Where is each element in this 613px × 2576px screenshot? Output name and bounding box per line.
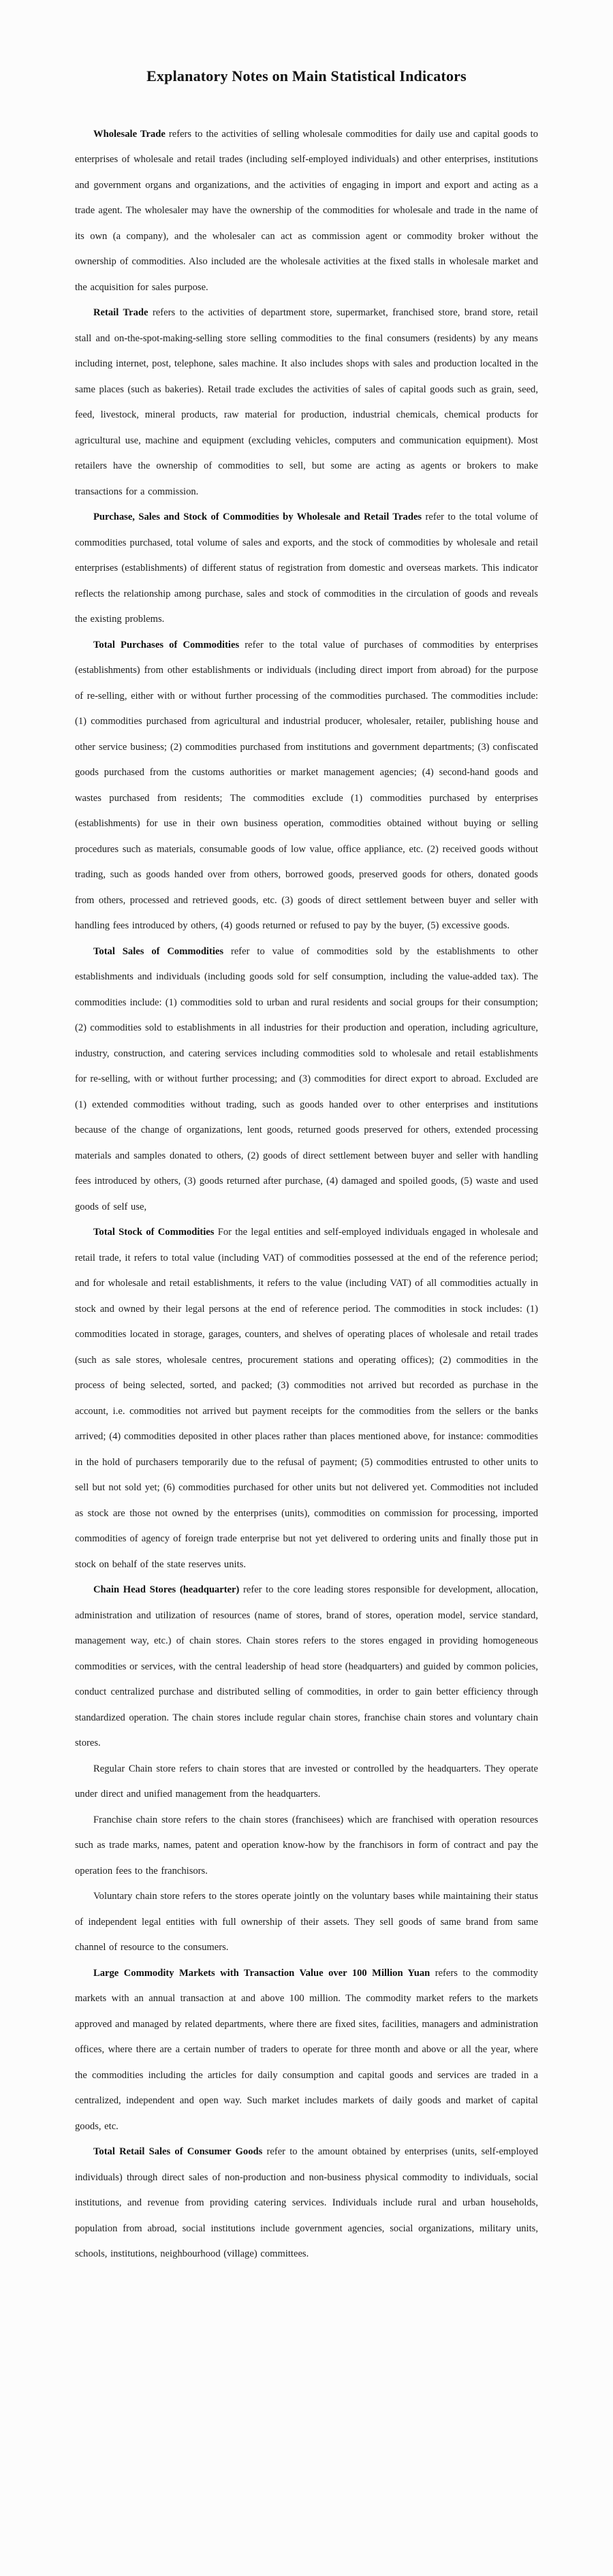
paragraph [75, 1757, 538, 1808]
paragraph [75, 1884, 538, 1961]
indicator-term: Retail Trade [93, 307, 148, 319]
paragraph [75, 1961, 538, 2140]
paragraph [75, 1220, 538, 1577]
paragraph-text: Franchise chain store refers to the chain stores (franchisees) which are franchised with operation resources such as trade marks, names, patent and operation know-how by the franchisors in form of contract and pay the operation fees to the franchisors. [75, 1814, 538, 1876]
paragraph-text: Voluntary chain store refers to the stores operate jointly on the voluntary bases while maintaining their status of independent legal entities with full ownership of their assets. They sell goods of same brand from same channel of resource to the consumers. [75, 1891, 538, 1953]
paragraph [75, 633, 538, 939]
document-page [75, 0, 538, 2267]
paragraph [75, 1577, 538, 1757]
paragraph [75, 1808, 538, 1885]
paragraph-text: Regular Chain store refers to chain stores that are invested or controlled by the headquarters. They operate under direct and unified management from the headquarters. [75, 1763, 538, 1800]
indicator-term: Large Commodity Markets with Transaction Value over 100 Million Yuan [93, 1967, 430, 1979]
indicator-term: Wholesale Trade [93, 128, 166, 140]
paragraph [75, 2139, 538, 2267]
page-title: Explanatory Notes on Main Statistical Indicators [146, 67, 467, 84]
paragraph-text: refers to the activities of department store, supermarket, franchised store, brand store, retail stall and on-the-spot-making-selling store selling commodities to the final consumers (residents) by any means including internet, post, telephone, sales machine. It also includes shops with sales and production localted in the same places (such as bakeries). Retail trade excludes the activities of sales of capital goods such as grain, seed, feed, livestock, mineral products, raw material for production, industrial chemicals, chemical products for agricultural use, machine and equipment (excluding vehicles, computers and communication equipment). Most retailers have the ownership of commodities to sell, but some are acting as agents or brokers to make transactions for a commission. [75, 307, 539, 497]
paragraph-text: refer to the core leading stores responsible for development, allocation, administration and utilization of resources (name of stores, brand of stores, operation model, service standard, management way, etc.) of chain stores. Chain stores refers to the stores engaged in providing homogeneous commodities or services, with the central leadership of head store (headquarters) and guided by common policies, conduct centralized purchase and distributed selling of commodities, in order to gain better efficiency through standardized operation. The chain stores include regular chain stores, franchise chain stores and voluntary chain stores. [75, 1584, 538, 1749]
paragraph-text: refers to the activities of selling wholesale commodities for daily use and capital goods to enterprises of wholesale and retail trades (including self-employed individuals) and other enterprises, institutions and government organs and organizations, and the activities of engaging in import and export and acting as a trade agent. The wholesaler may have the ownership of the commodities for wholesale and trade in the name of its own (a company), and the wholesaler can act as commission agent or commodity broker without the ownership of commodities. Also included are the wholesale activities at the fixed stalls in wholesale market and the acquisition for sales purpose. [75, 128, 539, 293]
paragraph-text: refer to value of commodities sold by the establishments to other establishments and individuals (including goods sold for self consumption, including the value-added tax). The commodities include: (1) commodities sold to urban and rural residents and social groups for their consumption; (2) commodities sold to establishments in all industries for their production and operation, including agriculture, industry, construction, and catering services including commodities sold to wholesale and retail establishments for re-selling, with or without further processing; and (3) commodities for direct export to abroad. Excluded are (1) extended commodities without trading, such as goods handed over to other enterprises and institutions because of the change of organizations, lent goods, returned goods preserved for others, extended processing materials and samples donated to others, (2) goods of direct settlement between buyer and seller with handling fees introduced by others, (3) goods returned after purchase, (4) damaged and spoiled goods, (5) waste and used goods of self use, [75, 945, 538, 1212]
paragraph [75, 505, 538, 633]
paragraph-text: refer to the amount obtained by enterprises (units, self-employed individuals) through direct sales of non-production and non-business physical commodity to individuals, social institutions, and revenue from providing catering services. Individuals include rural and urban households, population from abroad, social institutions include government agencies, social organizations, military units, schools, institutions, neighbourhood (village) committees. [75, 2146, 538, 2260]
paragraph [75, 122, 538, 301]
indicator-term: Total Retail Sales of Consumer Goods [93, 2146, 263, 2158]
indicator-term: Total Stock of Commodities [93, 1227, 215, 1238]
paragraph-text: refers to the commodity markets with an annual transaction at and above 100 million. The commodity market refers to the markets approved and managed by related departments, where there are fixed sites, facilities, managers and administration offices, where there are a certain number of traders to operate for three month and above or all the year, where the commodities including the articles for daily consumption and capital goods and services are traded in a centralized, independent and open way. Such market includes markets of daily goods and market of capital goods, etc. [75, 1967, 538, 2132]
indicator-term: Chain Head Stores (headquarter) [93, 1584, 240, 1596]
document-body [75, 122, 538, 2267]
indicator-term: Total Purchases of Commodities [93, 639, 240, 650]
paragraph-text: refer to the total volume of commodities purchased, total volume of sales and exports, and the stock of commodities by wholesale and retail enterprises (establishments) of different status of registration from domestic and overseas markets. This indicator reflects the relationship among purchase, sales and stock of commodities in the circulation of goods and reveals the existing problems. [75, 512, 539, 625]
indicator-term: Total Sales of Commodities [93, 945, 224, 957]
indicator-term: Purchase, Sales and Stock of Commodities by Wholesale and Retail Trades [93, 512, 422, 523]
paragraph-text: refer to the total value of purchases of commodities by enterprises (establishments) from other establishments or individuals (including direct import from abroad) for the purpose of re-selling, either with or without further processing of the commodities purchased. The commodities include: (1) commodities purchased from agricultural and industrial producer, wholesaler, retailer, publishing house and other service business; (2) commodities purchased from institutions and government departments; (3) confiscated goods purchased from the customs authorities or market management agencies; (4) second-hand goods and wastes purchased from residents; The commodities exclude (1) commodities purchased by enterprises (establishments) for use in their own business operation, commodities obtained without buying or selling procedures such as materials, consumable goods of low value, office appliance, etc. (2) received goods without trading, such as goods handed over from others, borrowed goods, preserved goods for others, donated goods from others, processed and retrieved goods, etc. (3) goods of direct settlement between buyer and seller with handling fees introduced by others, (4) goods returned or refused to pay by the buyer, (5) excessive goods. [75, 639, 538, 932]
paragraph [75, 300, 538, 505]
paragraph [75, 939, 538, 1221]
paragraph-text: For the legal entities and self-employed individuals engaged in wholesale and retail trade, it refers to total value (including VAT) of commodities possessed at the end of the reference period; and for wholesale and retail establishments, it refers to the value (including VAT) of all commodities actually in stock and owned by their legal persons at the end of reference period. The commodities in stock includes: (1) commodities located in storage, garages, counters, and shelves of operating places of wholesale and retail trades (such as sale stores, wholesale centres, procurement stations and operating offices); (2) commodities in the process of being selected, sorted, and packed; (3) commodities not arrived but recorded as purchase in the account, i.e. commodities not arrived but payment receipts for the commodities from the sellers or the banks arrived; (4) commodities deposited in other places rather than places mentioned above, for instance: commodities in the hold of purchasers temporarily due to the refusal of payment; (5) commodities entrusted to other units to sell but not sold yet; (6) commodities purchased for other units but not delivered yet. Commodities not included as stock are those not owned by the enterprises (units), commodities on commission for processing, imported commodities of agency of foreign trade enterprise but not yet delivered to ordering units and finally those put in stock on behalf of the state reserves units. [75, 1227, 538, 1570]
